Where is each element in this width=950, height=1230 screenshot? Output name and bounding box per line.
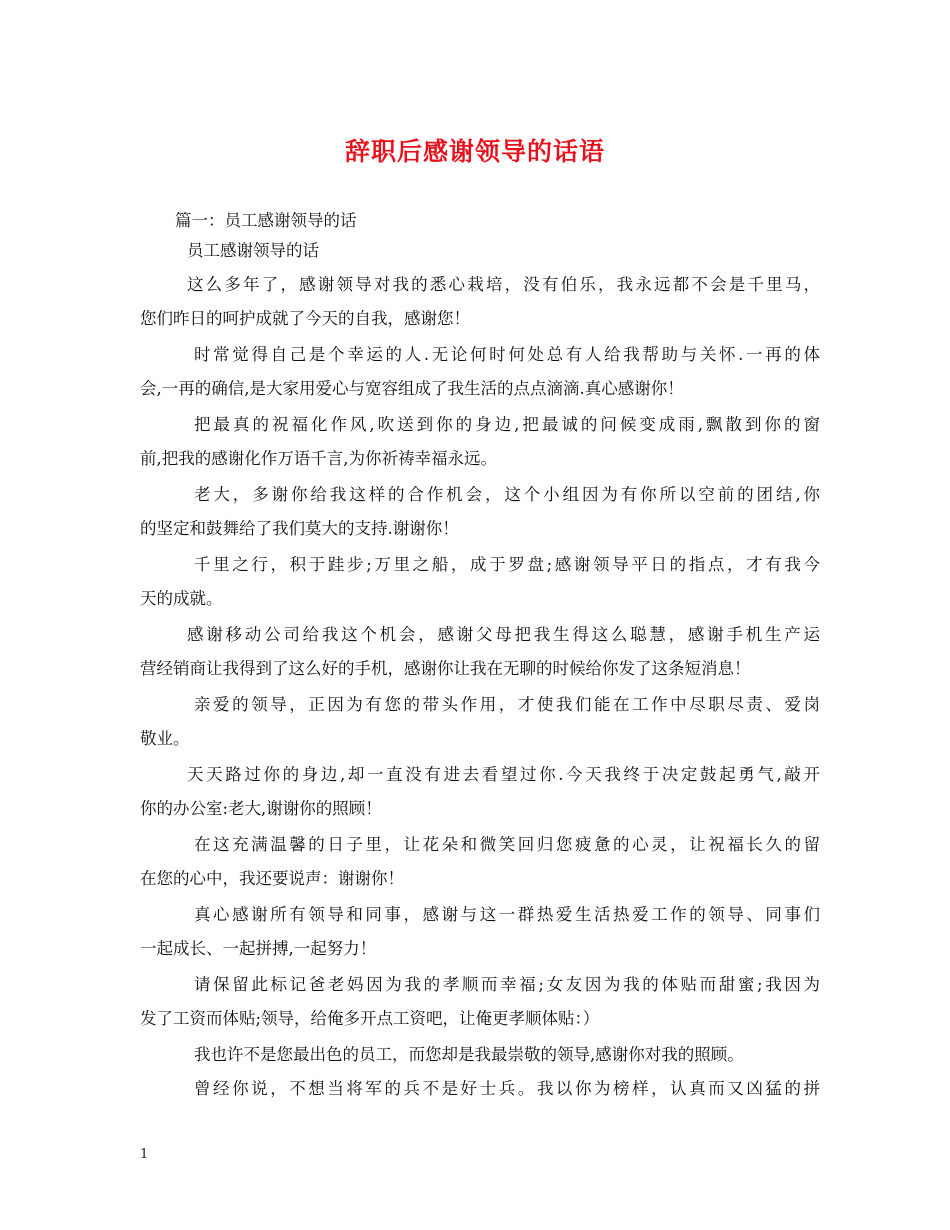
paragraph-line: 请保留此标记爸老妈因为我的孝顺而幸福;女友因为我的体贴而甜蜜;我因为 <box>194 975 820 994</box>
paragraph-line: 前,把我的感谢化作万语千言,为你祈祷幸福永远。 <box>140 449 497 468</box>
document-title: 辞职后感谢领导的话语 <box>344 137 605 166</box>
paragraph-line: 曾经你说，不想当将军的兵不是好士兵。我以你为榜样，认真而又凶猛的拼 <box>194 1079 820 1098</box>
paragraph-line: 我也许不是您最出色的员工，而您却是我最崇敬的领导,感谢你对我的照顾。 <box>194 1045 744 1064</box>
paragraph-line: 您们昨日的呵护成就了今天的自我，感谢您！ <box>140 309 470 328</box>
paragraph-line: 天天路过你的身边,却一直没有进去看望过你.今天我终于决定鼓起勇气,敲开 <box>187 765 820 784</box>
paragraph-line: 在您的心中，我还要说声：谢谢你！ <box>140 869 404 888</box>
paragraph-line: 把最真的祝福化作风,吹送到你的身边,把最诚的问候变成雨,飘散到你的窗 <box>194 415 820 434</box>
paragraph-line: 时常觉得自己是个幸运的人.无论何时何处总有人给我帮助与关怀.一再的体 <box>194 345 820 364</box>
paragraph-line: 千里之行，积于跬步;万里之船，成于罗盘;感谢领导平日的指点，才有我今 <box>194 555 820 574</box>
paragraph-line: 亲爱的领导，正因为有您的带头作用，才使我们能在工作中尽职尽责、爱岗 <box>194 695 820 714</box>
paragraph-line: 一起成长、一起拼搏,一起努力！ <box>140 939 377 958</box>
paragraph-line: 营经销商让我得到了这么好的手机，感谢你让我在无聊的时候给你发了这条短消息！ <box>140 659 751 678</box>
paragraph-line: 感谢移动公司给我这个机会，感谢父母把我生得这么聪慧，感谢手机生产运 <box>187 625 820 644</box>
section-heading: 篇一：员工感谢领导的话 <box>175 211 357 230</box>
paragraph-line: 敬业。 <box>140 729 190 748</box>
paragraph-line: 发了工资而体贴;领导，给俺多开点工资吧，让俺更孝顺体贴：） <box>140 1009 600 1028</box>
page-number: 1 <box>140 1147 149 1162</box>
paragraph-line: 在这充满温馨的日子里，让花朵和微笑回归您疲惫的心灵，让祝福长久的留 <box>194 835 820 854</box>
paragraph-line: 天的成就。 <box>140 589 223 608</box>
paragraph-line: 真心感谢所有领导和同事，感谢与这一群热爱生活热爱工作的领导、同事们 <box>194 905 820 924</box>
subheading: 员工感谢领导的话 <box>187 241 319 260</box>
paragraph-line: 你的办公室:老大,谢谢你的照顾！ <box>140 799 382 818</box>
paragraph-line: 这么多年了，感谢领导对我的悉心栽培，没有伯乐，我永远都不会是千里马， <box>187 275 820 294</box>
paragraph-line: 的坚定和鼓舞给了我们莫大的支持.谢谢你！ <box>140 519 459 538</box>
paragraph-line: 会,一再的确信,是大家用爱心与宽容组成了我生活的点点滴滴.真心感谢你！ <box>140 379 684 398</box>
paragraph-line: 老大，多谢你给我这样的合作机会，这个小组因为有你所以空前的团结,你 <box>194 485 820 504</box>
